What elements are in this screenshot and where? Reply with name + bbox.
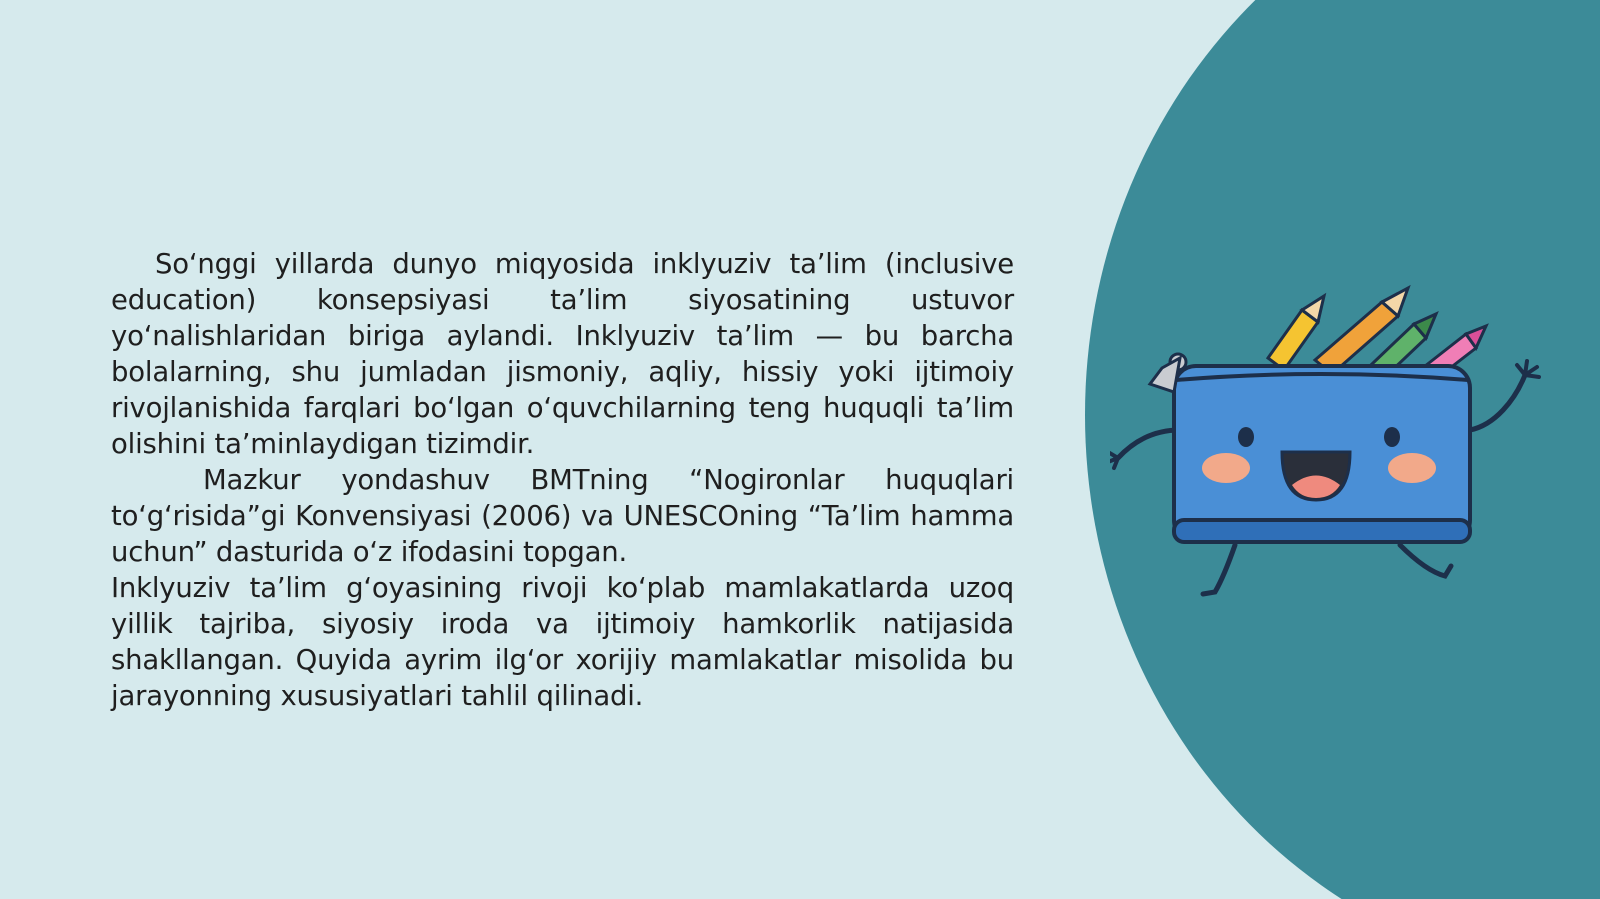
paragraph-convention: Mazkur yondashuv BMTning “Nogironlar huquqlari to‘g‘risida”gi Konvensiyasi (2006) va UNESCOning “Ta’lim hamma uchun” dasturida o‘z ifodasini topgan.: [111, 464, 1014, 568]
paragraph-development: Inklyuziv ta’lim g‘oyasining rivoji ko‘plab mamlakatlarda uzoq yillik tajriba, siyosiy iroda va ijtimoiy hamkorlik natijasida shakllangan. Quyida ayrim ilg‘or xorijiy mamlakatlar misolida bu jarayonning xususiyatlari tahlil qilinadi.: [111, 572, 1014, 712]
body-text: [111, 246, 1014, 714]
paragraph-intro: So‘nggi yillarda dunyo miqyosida inklyuziv ta’lim (inclusive education) konsepsiyasi ta’lim siyosatining ustuvor yo‘nalishlaridan biriga aylandi. Inklyuziv ta’lim — bu barcha bolalarning, shu jumladan jismoniy, aqliy, hissiy yoki ijtimoiy rivojlanishida farqlari bo‘lgan o‘quvchilarning teng huquqli ta’lim olishini ta’minlaydigan tizimdir.: [111, 248, 1014, 460]
pencil-case-mascot-icon: [1110, 280, 1590, 620]
